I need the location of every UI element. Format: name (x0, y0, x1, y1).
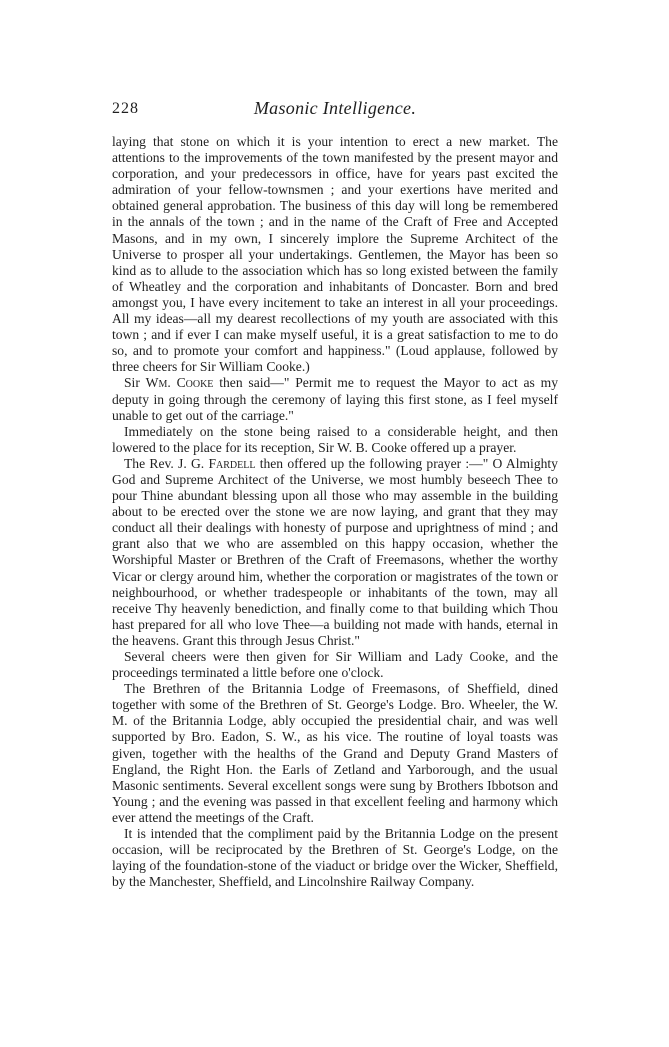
paragraph-stone-raised (112, 424, 558, 456)
paragraph-reciprocation (112, 826, 558, 890)
paragraph-text: then said—" Permit me to request the Mayor to act as my deputy in going through the ceremony of laying this first stone, as I feel myself unable to get out of the carriage." (112, 375, 559, 423)
paragraph-cheers (112, 649, 558, 681)
paragraph-text: then offered up the following prayer :—" O Almighty God and Supreme Architect of the Universe, we most humbly beseech Thee to pour Thine abundant blessing upon all those who may assemble in the building about to be erected over the stone we are now laying, and grant that they may conduct all their dealings with honesty of purpose and uprightness of mind ; and grant also that we who are assembled on this happy occasion, whether the Worshipful Master or Brethren of the Craft of Freemasons, whether the worthy Vicar or clergy around him, whether the corporation or magistrates of the town or neighbourhood, or whether tradespeople or inhabitants of the town, may all receive Thy heavenly benediction, and finally come to that building which Thou hast prepared for all who love Thee—a building not made with hands, eternal in the heavens. Grant this through Jesus Christ." (112, 455, 558, 648)
paragraph-continuation (112, 134, 558, 375)
speaker-name: Wm. Cooke (145, 375, 214, 391)
running-head (112, 98, 558, 128)
paragraph-lead: Sir (124, 375, 146, 391)
paragraph-prayer (112, 456, 558, 649)
paragraph-lead: The Rev. J. G. (124, 455, 209, 471)
article-body (112, 134, 558, 890)
paragraph-cooke-request (112, 375, 558, 423)
paragraph-text: Several cheers were then given for Sir William and Lady Cooke, and the proceedings terminated a little before one o'clock. (112, 649, 558, 681)
paragraph-text: laying that stone on which it is your intention to erect a new market. The attentions to the improvements of the town manifested by the present mayor and corporation, and your predecessors in office, have for years past excited the admiration of your fellow-townsmen ; and your exertions have merited and obtained general approbation. The business of this day will long be remembered in the annals of the town ; and in the name of the Craft of Free and Accepted Masons, and in my own, I sincerely implore the Supreme Architect of the Universe to prosper all your undertakings. Gentlemen, the Mayor has been so kind as to allude to the association which has so long existed between the family of Wheatley and the corporation and inhabitants of Doncaster. Born and bred amongst you, I have every incitement to take an interest in all your proceedings. All my ideas—all my dearest recollections of my youth are associated with this town ; and if ever I can make myself useful, it is a great satisfaction to me to do so, and to promote your comfort and happiness." (Loud applause, followed by three cheers for Sir William Cooke.) (112, 134, 558, 375)
paragraph-text: Immediately on the stone being raised to a considerable height, and then lowered to the place for its reception, Sir W. B. Cooke offered up a prayer. (112, 423, 558, 455)
paragraph-britannia-lodge (112, 681, 558, 826)
page-title: Masonic Intelligence. (253, 98, 417, 118)
paragraph-text: The Brethren of the Britannia Lodge of Freemasons, of Sheffield, dined together with some of the Brethren of St. George's Lodge. Bro. Wheeler, the W. M. of the Britannia Lodge, ably occupied the presidential chair, and was well supported by Bro. Eadon, S. W., as his vice. The routine of loyal toasts was given, together with the healths of the Grand and Deputy Grand Masters of England, the Right Hon. the Earls of Zetland and Yarborough, and the usual Masonic sentiments. Several excellent songs were sung by Brothers Ibbotson and Young ; and the evening was passed in that excellent feeling and harmony which ever attend the meetings of the Craft. (112, 681, 558, 825)
document-page (112, 98, 558, 890)
speaker-name: Fardell (208, 455, 256, 471)
paragraph-text: It is intended that the compliment paid by the Britannia Lodge on the present occasion, will be reciprocated by the Brethren of St. George's Lodge, on the laying of the foundation-stone of the viaduct or bridge over the Wicker, Sheffield, by the Manchester, Sheffield, and Lincolnshire Railway Company. (112, 826, 558, 890)
page-number: 228 (112, 100, 139, 117)
